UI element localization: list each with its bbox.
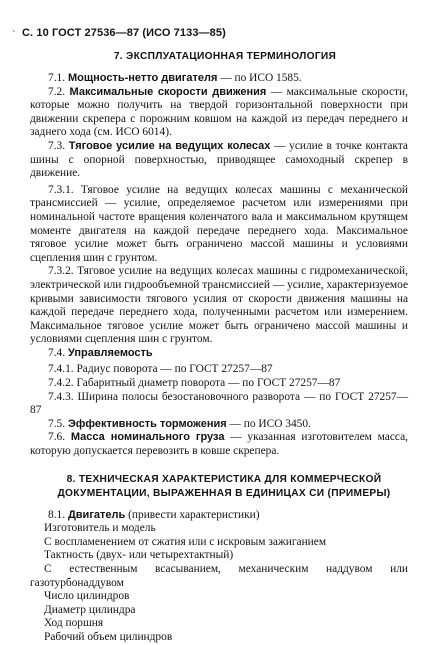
margin-mark: ˋ: [12, 30, 16, 41]
paragraph-7-6: [30, 431, 408, 458]
paragraph-7-3-2: 7.3.2. Тяговое усилие на ведущих колесах машины с гидромеханической, электрической или гидрообъемной трансмиссией — усилие, характеризуемое кривыми зависимости тягового усилия от скорости движения машины на каждой передаче переднего хода, полученными расчетом или измерением. Максимальное тяговое усилие может быть ограничено массой машины и условиями сцепления шин с грунтом.: [30, 265, 408, 346]
term-drawbar-pull: Тяговое усилие на ведущих колесах: [68, 139, 271, 152]
list-item: Число цилиндров: [44, 590, 130, 603]
term-braking: Эффективность торможения: [67, 417, 227, 430]
paragraph-7-4: [30, 347, 408, 361]
clause-number: 8.1.: [48, 508, 66, 521]
paragraph-7-4-1: 7.4.1. Радиус поворота — по ГОСТ 27257—87: [48, 363, 273, 376]
paragraph-7-5: [30, 418, 408, 432]
term-engine: Двигатель: [67, 508, 126, 521]
section-8-title-line-1: 8. ТЕХНИЧЕСКАЯ ХАРАКТЕРИСТИКА ДЛЯ КОММЕРЧЕСКОЙ: [66, 473, 382, 485]
paragraph-7-4-2: 7.4.2. Габаритный диаметр поворота — по ГОСТ 27257—87: [48, 377, 341, 390]
list-item: Ход поршня: [44, 617, 104, 630]
clause-number: 7.3.: [48, 139, 66, 152]
term-net-power: Мощность-нетто двигателя: [67, 72, 218, 84]
list-item: Тактность (двух- или четырехтактный): [44, 549, 234, 562]
clause-text: — по ИСО 1585.: [217, 72, 302, 84]
term-rated-load: Масса номинального груза: [70, 431, 225, 444]
term-steering: Управляемость: [67, 346, 153, 359]
paragraph-7-2: [30, 86, 408, 140]
paragraph-7-1: [30, 72, 408, 86]
term-max-speeds: Максимальные скорости движения: [69, 85, 267, 98]
list-item: С воспламенением от сжатия или с искровым зажиганием: [44, 535, 327, 548]
page-header: С. 10 ГОСТ 27536—87 (ИСО 7133—85): [22, 27, 226, 39]
clause-number: 7.5.: [48, 417, 66, 430]
section-7-title: 7. ЭКСПЛУАТАЦИОННАЯ ТЕРМИНОЛОГИЯ: [113, 51, 337, 62]
clause-text: — максимальные скорости, которые можно получить на твердой горизонтальной поверхности при движении скрепера с порожним ковшом на каждой из передач переднего и заднего хода (см. ИСО 6014).: [30, 85, 408, 139]
clause-number: 7.4.: [48, 346, 66, 359]
section-8-title: [30, 473, 408, 501]
clause-number: 7.6.: [48, 431, 66, 444]
clause-text: — усилие в точке контакта шины с опорной поверхностью, приводящее самоходный скрепер в движение.: [30, 139, 408, 180]
clause-text: — по ИСО 3450.: [226, 417, 311, 430]
list-item: Диаметр цилиндра: [44, 603, 136, 616]
paragraph-7-3-1: 7.3.1. Тяговое усилие на ведущих колесах машины с механической трансмиссией — усилие, определяемое расчетом или измерениями при номинальной частоте вращения коленчатого вала и максимальном крутящем моменте двигателя на каждой передаче переднего хода. Максимальное тяговое усилие может быть ограничено массой машины и условиями сцепления шин с грунтом.: [30, 183, 408, 264]
clause-text: (привести характеристики): [125, 508, 260, 521]
engine-characteristics-list: [30, 522, 408, 644]
paragraph-7-4-3: 7.4.3. Ширина полосы безостановочного разворота — по ГОСТ 27257—87: [30, 390, 408, 417]
paragraph-7-3: [30, 140, 408, 181]
list-item: С естественным всасыванием, механическим наддувом или газотурбонаддувом: [30, 563, 408, 589]
clause-number: 7.2.: [48, 85, 66, 98]
document-body: [30, 50, 408, 645]
list-item: Изготовитель и модель: [44, 522, 156, 535]
clause-number: 7.1.: [48, 72, 66, 84]
section-8-title-line-2: ДОКУМЕНТАЦИИ, ВЫРАЖЕННАЯ В ЕДИНИЦАХ СИ (ПРИМЕРЫ): [57, 487, 391, 499]
list-item: Рабочий объем цилиндров: [44, 630, 173, 643]
paragraph-8-1: [30, 509, 408, 523]
clause-text: — указанная изготовителем масса, которую допускается перевозить в ковше скрепера.: [30, 431, 408, 458]
